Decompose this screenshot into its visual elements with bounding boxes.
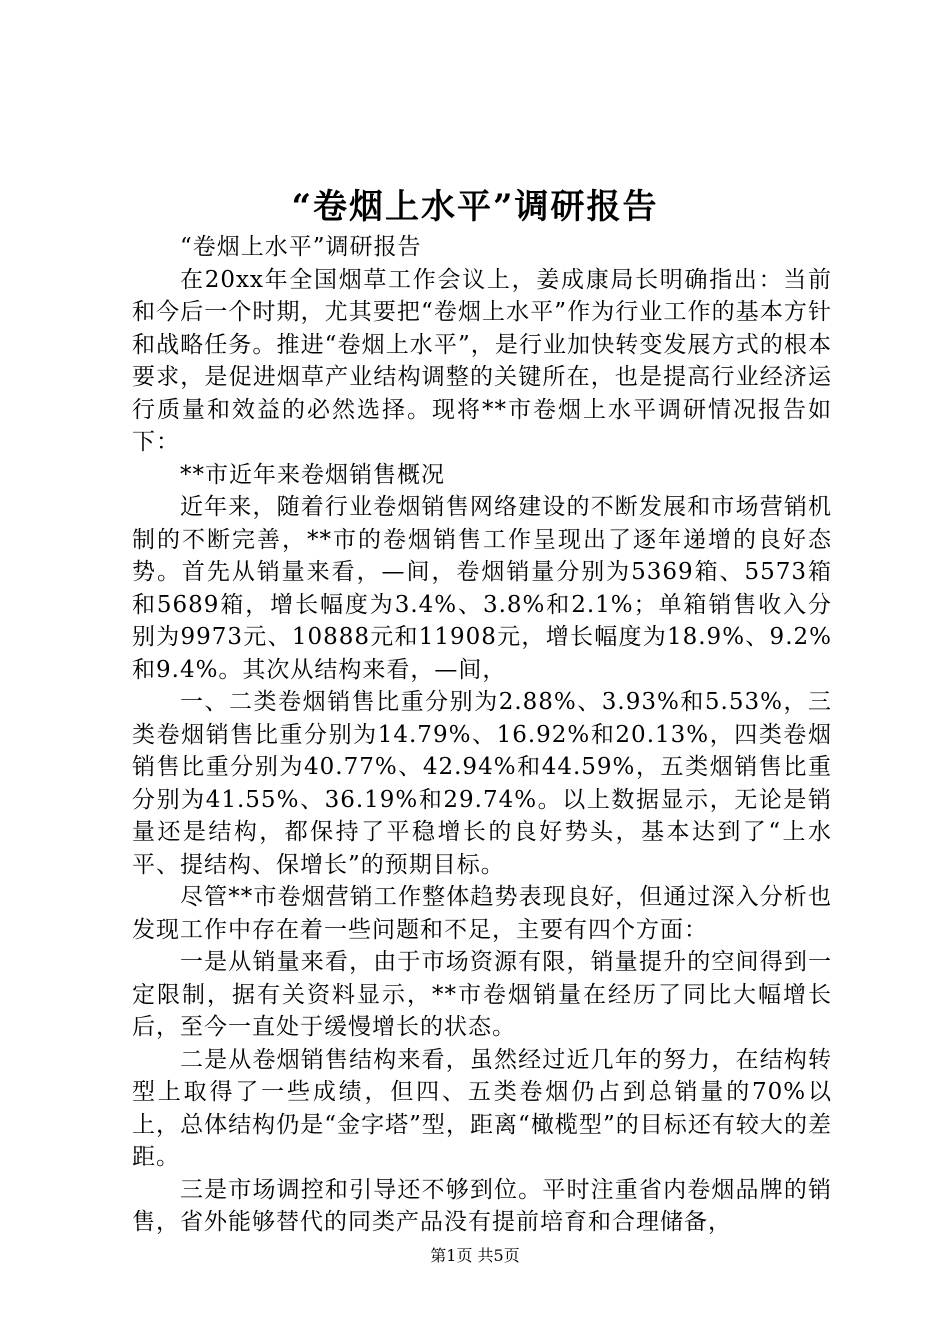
body-paragraph-subtitle: “卷烟上水平”调研报告 <box>180 234 422 260</box>
document-body <box>132 231 832 1239</box>
document-title: “卷烟上水平”调研报告 <box>291 187 659 227</box>
body-paragraph: 三是市场调控和引导还不够到位。平时注重省内卷烟品牌的销售，省外能够替代的同类产品没有提前培育和合理储备， <box>132 1176 832 1235</box>
body-paragraph: 尽管**市卷烟营销工作整体趋势表现良好，但通过深入分析也发现工作中存在着一些问题和不足，主要有四个方面： <box>132 884 832 943</box>
body-paragraph: 近年来，随着行业卷烟销售网络建设的不断发展和市场营销机制的不断完善，**市的卷烟销售工作呈现出了逐年递增的良好态势。首先从销量来看，—间，卷烟销量分别为5369箱、5573箱和5689箱，增长幅度为3.4%、3.8%和2.1%；单箱销售收入分别为9973元、10888元和11908元，增长幅度为18.9%、9.2%和9.4%。其次从结构来看，—间， <box>132 494 832 683</box>
page-number-footer: 第1页 共5页 <box>430 1246 520 1265</box>
body-paragraph: 一是从销量来看，由于市场资源有限，销量提升的空间得到一定限制，据有关资料显示，**市卷烟销量在经历了同比大幅增长后，至今一直处于缓慢增长的状态。 <box>132 949 832 1040</box>
body-paragraph: 一、二类卷烟销售比重分别为2.88%、3.93%和5.53%，三类卷烟销售比重分别为14.79%、16.92%和20.13%，四类卷烟销售比重分别为40.77%、42.94%和44.59%，五类烟销售比重分别为41.55%、36.19%和29.74%。以上数据显示，无论是销量还是结构，都保持了平稳增长的良好势头，基本达到了“上水平、提结构、保增长”的预期目标。 <box>132 689 832 878</box>
section-heading: **市近年来卷烟销售概况 <box>180 461 445 488</box>
body-paragraph-intro: 在20xx年全国烟草工作会议上，姜成康局长明确指出：当前和今后一个时期，尤其要把“卷烟上水平”作为行业工作的基本方针和战略任务。推进“卷烟上水平”，是行业加快转变发展方式的根本要求，是促进烟草产业结构调整的关键所在，也是提高行业经济运行质量和效益的必然选择。现将**市卷烟上水平调研情况报告如下： <box>132 266 832 455</box>
body-paragraph: 二是从卷烟销售结构来看，虽然经过近几年的努力，在结构转型上取得了一些成绩，但四、五类卷烟仍占到总销量的70%以上，总体结构仍是“金字塔”型，距离“橄榄型”的目标还有较大的差距。 <box>132 1046 832 1170</box>
